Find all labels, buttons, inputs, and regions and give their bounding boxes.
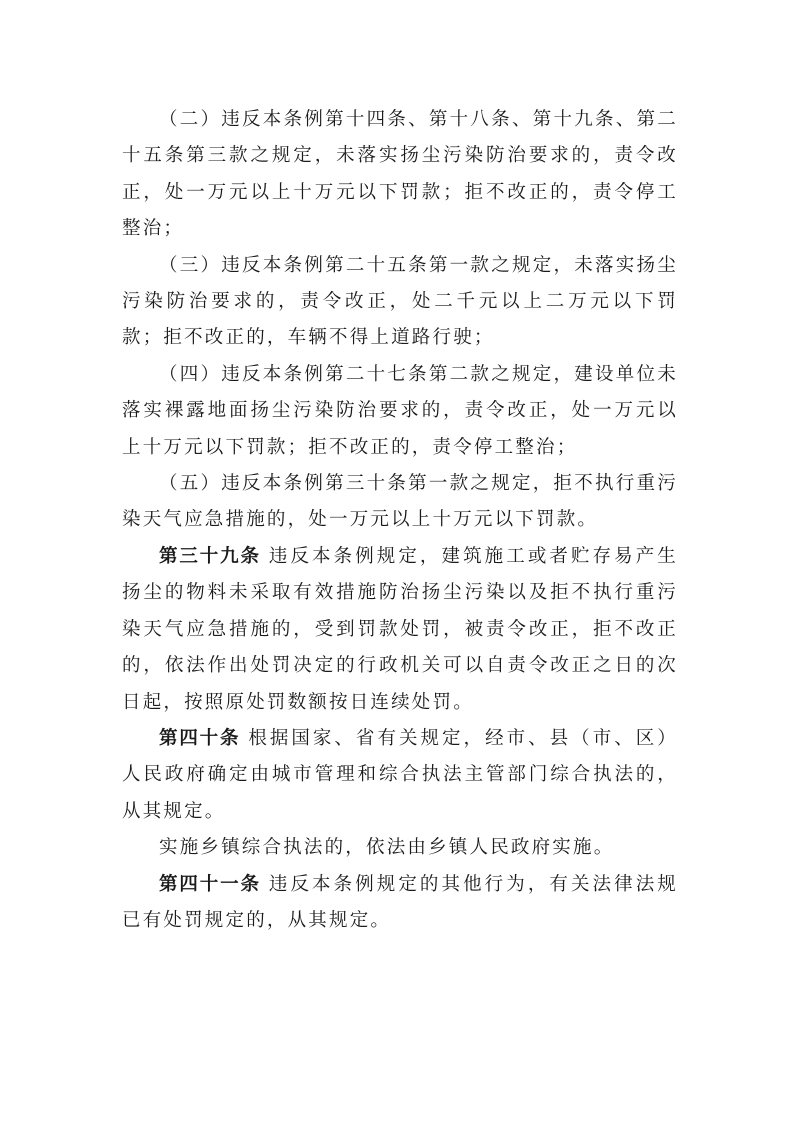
article-41	[122, 867, 678, 940]
article-40	[122, 721, 678, 830]
article-heading: 第三十九条	[159, 545, 261, 567]
article-text: 违反本条例规定的其他行为，有关法律法规已有处罚规定的，从其规定。	[122, 873, 678, 931]
article-heading: 第四十一条	[159, 873, 261, 895]
clause-text: （四）违反本条例第二十七条第二款之规定，建设单位未落实裸露地面扬尘污染防治要求的，责令改正，处一万元以上十万元以下罚款；拒不改正的，责令停工整治；	[122, 363, 678, 458]
article-text: 根据国家、省有关规定，经市、县（市、区）人民政府确定由城市管理和综合执法主管部门综合执法的，从其规定。	[122, 727, 678, 822]
article-40-continuation	[122, 830, 678, 866]
clause-item-3	[122, 248, 678, 357]
article-text: 实施乡镇综合执法的，依法由乡镇人民政府实施。	[159, 837, 615, 859]
clause-text: （二）违反本条例第十四条、第十八条、第十九条、第二十五条第三款之规定，未落实扬尘污染防治要求的，责令改正，处一万元以上十万元以下罚款；拒不改正的，责令停工整治；	[122, 109, 678, 240]
clause-item-5	[122, 466, 678, 539]
clause-item-4	[122, 357, 678, 466]
clause-item-2	[122, 102, 678, 248]
clause-text: （五）违反本条例第三十条第一款之规定，拒不执行重污染天气应急措施的，处一万元以上十万元以下罚款。	[122, 473, 678, 531]
article-39	[122, 539, 678, 721]
document-body	[122, 102, 678, 939]
article-text: 违反本条例规定，建筑施工或者贮存易产生扬尘的物料未采取有效措施防治扬尘污染以及拒不执行重污染天气应急措施的，受到罚款处罚，被责令改正，拒不改正的，依法作出处罚决定的行政机关可以自责令改正之日的次日起，按照原处罚数额按日连续处罚。	[122, 545, 678, 713]
article-heading: 第四十条	[159, 727, 241, 749]
clause-text: （三）违反本条例第二十五条第一款之规定，未落实扬尘污染防治要求的，责令改正，处二千元以上二万元以下罚款；拒不改正的，车辆不得上道路行驶；	[122, 254, 678, 349]
